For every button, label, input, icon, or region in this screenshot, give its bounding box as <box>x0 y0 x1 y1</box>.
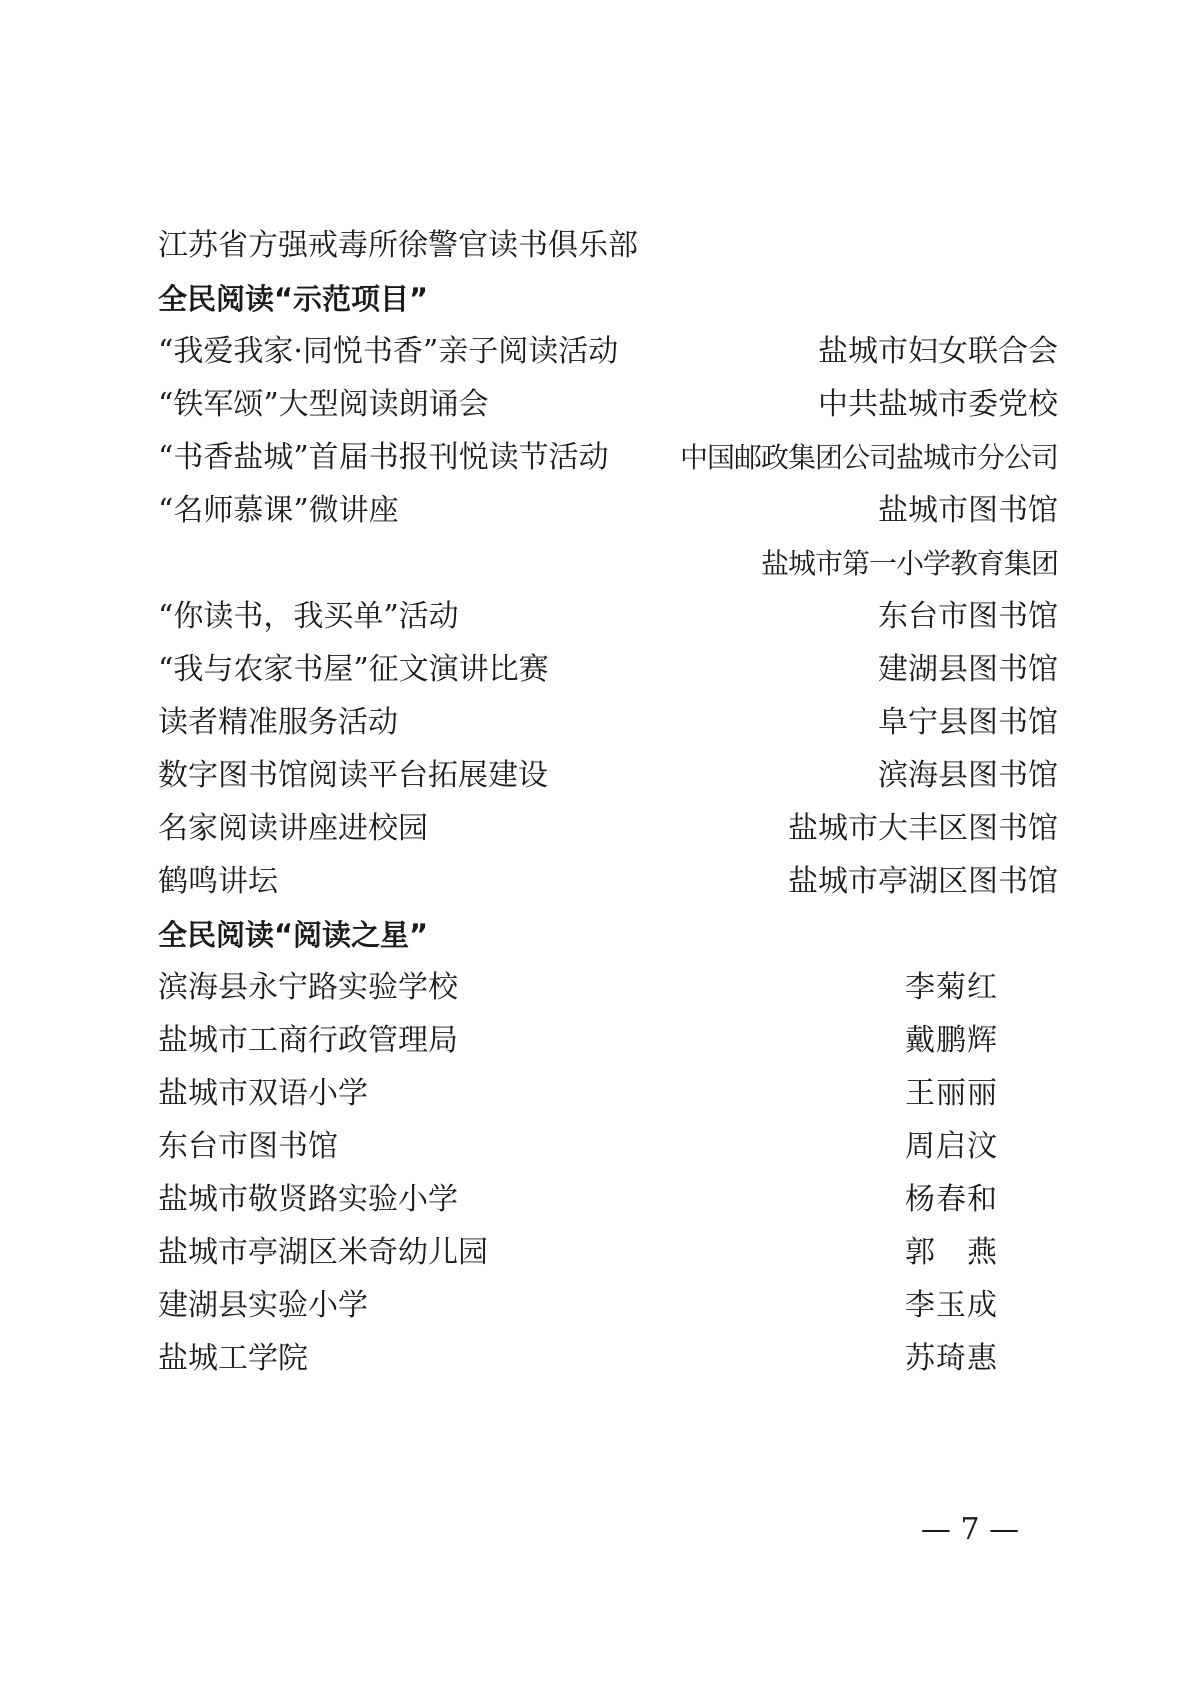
list-item <box>158 1233 1058 1273</box>
organization-name: 盐城市工商行政管理局 <box>158 1023 458 1058</box>
list-item <box>158 809 1058 849</box>
organization-name: 盐城市敬贤路实验小学 <box>158 1182 458 1217</box>
item-title: 江苏省方强戒毒所徐警官读书俱乐部 <box>158 228 638 263</box>
list-item <box>158 1286 1058 1326</box>
list-item <box>158 597 1058 637</box>
section-heading <box>158 915 1058 955</box>
list-item <box>158 438 1058 478</box>
project-name: “我爱我家·同悦书香”亲子阅读活动 <box>158 334 619 369</box>
list-item <box>158 1127 1058 1167</box>
organization-name: 东台市图书馆 <box>158 1129 338 1164</box>
organization-name: 盐城工学院 <box>158 1341 308 1376</box>
list-item <box>158 1074 1058 1114</box>
list-item <box>158 1180 1058 1220</box>
list-item <box>158 491 1058 531</box>
organization-name: 盐城市双语小学 <box>158 1076 368 1111</box>
person-name: 王丽丽 <box>905 1076 998 1111</box>
project-name: “铁军颂”大型阅读朗诵会 <box>158 387 489 422</box>
project-name: 读者精准服务活动 <box>158 705 398 740</box>
list-item <box>158 1021 1058 1061</box>
section-heading-text: 全民阅读“示范项目” <box>158 282 429 316</box>
organization-name: 盐城市亭湖区图书馆 <box>788 864 1058 899</box>
project-name: “你读书，我买单”活动 <box>158 599 459 634</box>
person-name: 戴鹏辉 <box>905 1023 998 1058</box>
organization-name: 中共盐城市委党校 <box>818 387 1058 422</box>
section-heading-text: 全民阅读“阅读之星” <box>158 918 429 952</box>
organization-name: 盐城市第一小学教育集团 <box>760 547 1058 580</box>
person-name: 苏琦惠 <box>905 1341 998 1376</box>
person-name: 杨春和 <box>905 1182 998 1217</box>
organization-name: 盐城市妇女联合会 <box>818 334 1058 369</box>
list-item <box>158 1339 1058 1379</box>
organization-name: 盐城市亭湖区米奇幼儿园 <box>158 1235 488 1270</box>
project-name: “名师慕课”微讲座 <box>158 493 399 528</box>
organization-name: 建湖县实验小学 <box>158 1288 368 1323</box>
person-name: 郭 燕 <box>905 1235 998 1270</box>
person-name: 李玉成 <box>905 1288 998 1323</box>
list-item <box>158 544 1058 584</box>
list-item <box>158 650 1058 690</box>
list-item <box>158 862 1058 902</box>
person-name: 李菊红 <box>905 970 998 1005</box>
list-item <box>158 968 1058 1008</box>
section-heading <box>158 279 1058 319</box>
project-name: 名家阅读讲座进校园 <box>158 811 428 846</box>
list-item <box>158 703 1058 743</box>
project-name: 鹤鸣讲坛 <box>158 864 278 899</box>
organization-name: 滨海县永宁路实验学校 <box>158 970 458 1005</box>
page-number: — 7 — <box>920 1512 1020 1547</box>
organization-name: 东台市图书馆 <box>878 599 1058 634</box>
project-name: “我与农家书屋”征文演讲比赛 <box>158 652 549 687</box>
organization-name: 中国邮政集团公司盐城市分公司 <box>679 441 1058 474</box>
project-name: “书香盐城”首届书报刊悦读节活动 <box>158 440 609 475</box>
list-item <box>158 756 1058 796</box>
organization-name: 盐城市图书馆 <box>878 493 1058 528</box>
person-name: 周启汶 <box>905 1129 998 1164</box>
organization-name: 建湖县图书馆 <box>878 652 1058 687</box>
list-item <box>158 332 1058 372</box>
project-name: 数字图书馆阅读平台拓展建设 <box>158 758 548 793</box>
organization-name: 盐城市大丰区图书馆 <box>788 811 1058 846</box>
list-item <box>158 226 1058 266</box>
organization-name: 滨海县图书馆 <box>878 758 1058 793</box>
organization-name: 阜宁县图书馆 <box>878 705 1058 740</box>
list-item <box>158 385 1058 425</box>
